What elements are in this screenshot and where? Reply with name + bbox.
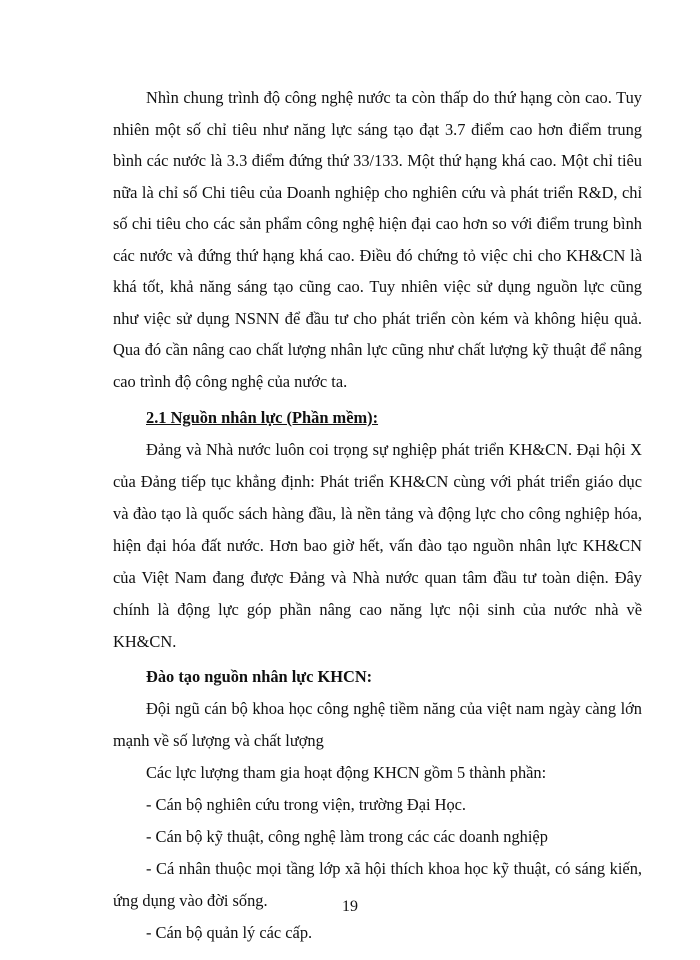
forces-intro-paragraph: Các lực lượng tham gia hoạt động KHCN gồm 5 thành phần: xyxy=(146,763,547,782)
workforce-paragraph: Đội ngũ cán bộ khoa học công nghệ tiềm năng của việt nam ngày càng lớn mạnh về số lượng và chất lượng xyxy=(113,699,642,750)
section-heading: 2.1 Nguồn nhân lực (Phần mềm): xyxy=(146,408,379,427)
page-number: 19 xyxy=(342,898,358,915)
page-body xyxy=(113,82,642,949)
list-item: - Cán bộ nghiên cứu trong viện, trường Đại Học. xyxy=(146,795,467,814)
intro-paragraph: Nhìn chung trình độ công nghệ nước ta còn thấp do thứ hạng còn cao. Tuy nhiên một số chỉ tiêu như năng lực sáng tạo đạt 3.7 điểm cao hơn điểm trung bình các nước là 3.3 điểm đứng thứ 33/133. Một thứ hạng khá cao. Một chỉ tiêu nữa là chỉ số Chi tiêu của Doanh nghiệp cho nghiên cứu và phát triển R&D, chỉ số chi tiêu cho các sản phẩm công nghệ hiện đại cao hơn so với điểm trung bình các nước và đứng thứ hạng khá cao. Điều đó chứng tỏ việc chi cho KH&CN là khá tốt, khả năng sáng tạo cũng cao. Tuy nhiên việc sử dụng nguồn lực cũng như việc sử dụng NSNN để đầu tư cho phát triển còn kém và không hiệu quả. Qua đó cần nâng cao chất lượng nhân lực cũng như chất lượng kỹ thuật để nâng cao trình độ công nghệ của nước ta. xyxy=(113,88,642,391)
list-item: - Cán bộ quản lý các cấp. xyxy=(146,923,313,942)
list-item: - Cá nhân thuộc mọi tầng lớp xã hội thích khoa học kỹ thuật, có sáng kiến, ứng dụng vào đời sống. xyxy=(113,859,642,910)
section-paragraph: Đảng và Nhà nước luôn coi trọng sự nghiệp phát triển KH&CN. Đại hội X của Đảng tiếp tục khẳng định: Phát triển KH&CN cùng với phát triển giáo dục và đào tạo là quốc sách hàng đầu, là nền tảng và động lực cho công nghiệp hóa, hiện đại hóa đất nước. Hơn bao giờ hết, vấn đào tạo nguồn nhân lực KH&CN của Việt Nam đang được Đảng và Nhà nước quan tâm đầu tư toàn diện. Đây chính là động lực góp phần nâng cao năng lực nội sinh của nước nhà về KH&CN. xyxy=(113,440,642,651)
list-item: - Cán bộ kỹ thuật, công nghệ làm trong các các doanh nghiệp xyxy=(146,827,548,846)
training-heading: Đào tạo nguồn nhân lực KHCN: xyxy=(146,667,373,686)
